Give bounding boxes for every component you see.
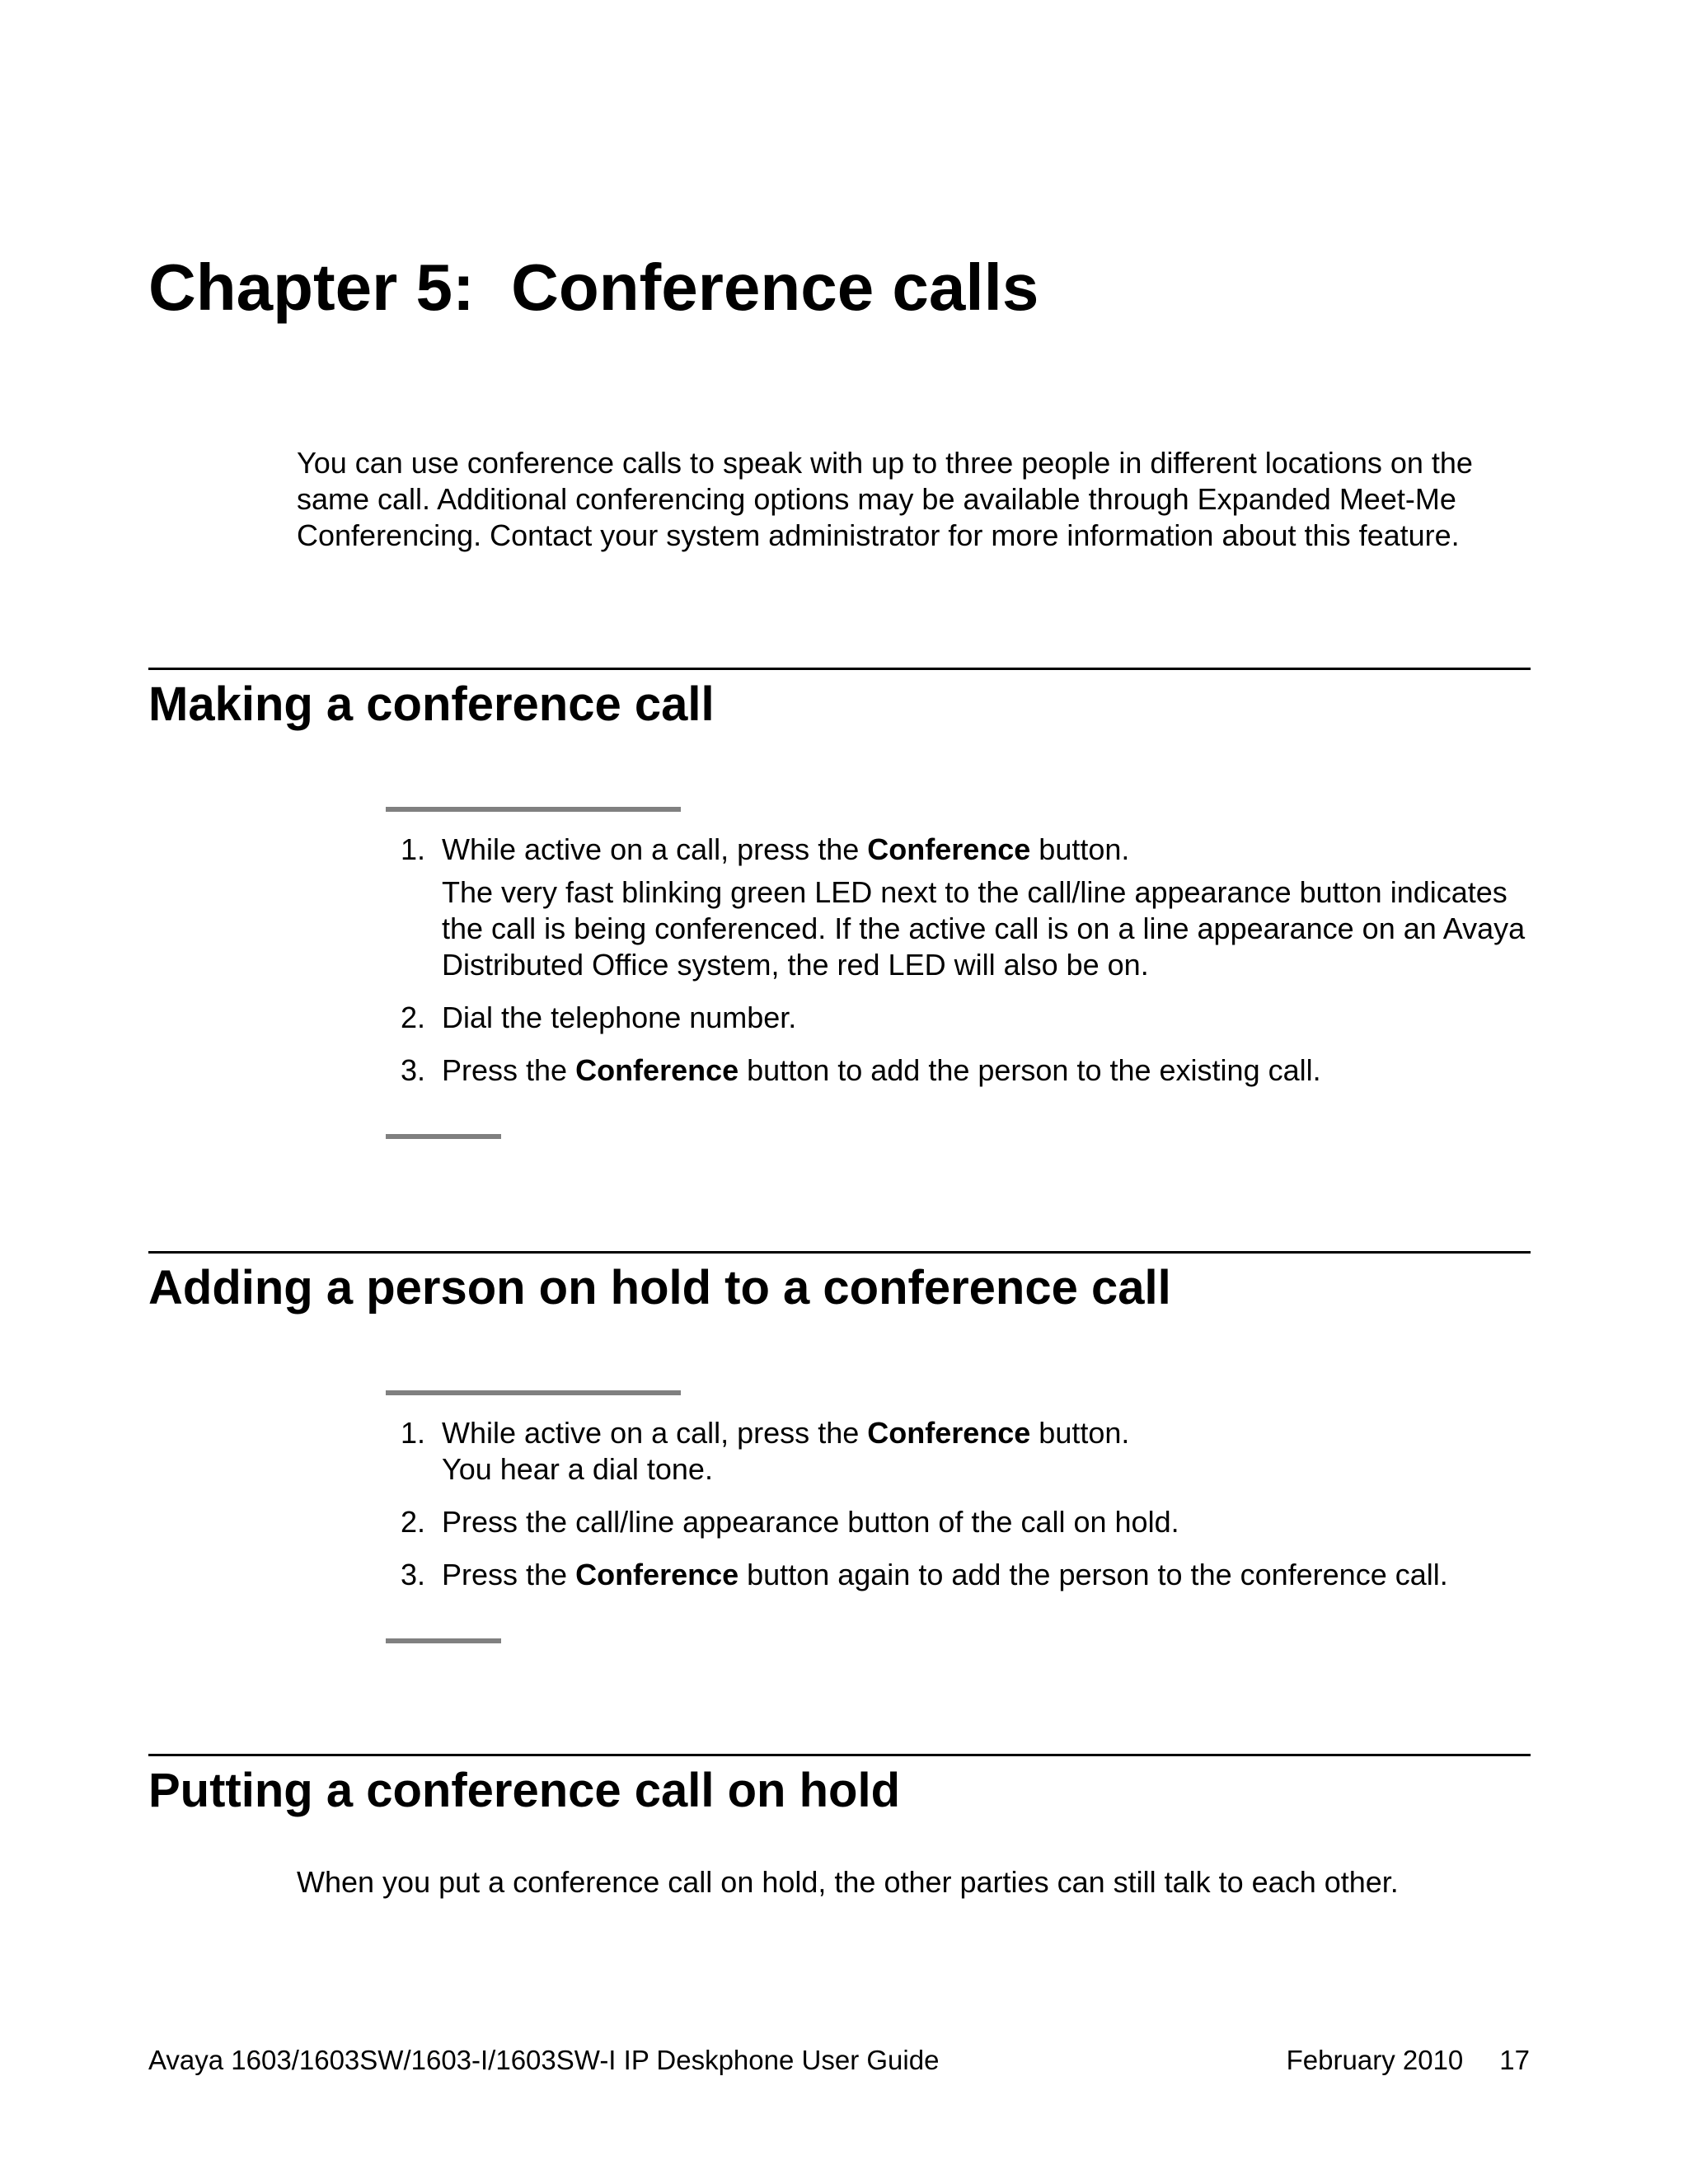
step-text: While active on a call, press the [442,832,868,866]
section-divider [148,1754,1531,1756]
step-text: While active on a call, press the [442,1416,868,1450]
step-number: 1. [401,832,426,866]
section-title-adding-person-on-hold: Adding a person on hold to a conference call [148,1261,1171,1315]
page-number: 17 [1499,2045,1530,2075]
procedure-steps [401,1415,1554,1610]
step-text: Press the call/line appearance button of the call on hold. [442,1505,1179,1539]
step-number: 2. [401,1505,426,1539]
procedure-end-rule [386,1638,501,1643]
step-text: button. [1030,832,1130,866]
step-item [401,1052,1554,1089]
procedure-start-rule [386,807,681,812]
step-number: 1. [401,1416,426,1450]
section-body-text: When you put a conference call on hold, the other parties can still talk to each other. [297,1865,1399,1899]
section-divider [148,1251,1531,1254]
chapter-intro: You can use conference calls to speak with up to three people in different locations on the same call. Additional conferencing options may be available through Expanded Meet-Me Conferencing. Contact your system administrator for more information about this feature. [297,446,1473,552]
section-title-putting-conference-on-hold: Putting a conference call on hold [148,1764,900,1817]
step-item [401,1504,1554,1540]
step-number: 3. [401,1053,426,1087]
conference-button-label: Conference [575,1558,739,1591]
step-info: You hear a dial tone. [442,1452,713,1486]
conference-button-label: Conference [867,832,1031,866]
step-item [401,832,1554,983]
footer-date-page [1287,2044,1530,2077]
step-item [401,1000,1554,1036]
step-text: button. [1030,1416,1130,1450]
step-text: Press the [442,1053,576,1087]
procedure-steps [401,832,1554,1105]
procedure-start-rule [386,1390,681,1395]
procedure-end-rule [386,1134,501,1139]
chapter-title: Chapter 5: Conference calls [148,251,1039,324]
step-text: button to add the person to the existing call. [738,1053,1321,1087]
conference-button-label: Conference [575,1053,739,1087]
section-title-making-conference-call: Making a conference call [148,677,715,731]
footer-date: February 2010 [1286,2045,1464,2075]
step-text: Dial the telephone number. [442,1001,797,1034]
conference-button-label: Conference [867,1416,1031,1450]
step-info: The very fast blinking green LED next to the call/line appearance button indicates the call is being conferenced. If the active call is on a line appearance on an Avaya Distributed Office system, the red LED will also be on. [442,875,1526,982]
step-number: 3. [401,1558,426,1591]
step-item [401,1415,1554,1488]
step-item [401,1557,1554,1593]
step-number: 2. [401,1001,426,1034]
step-text: button again to add the person to the conference call. [738,1558,1448,1591]
step-text: Press the [442,1558,576,1591]
footer-guide-title: Avaya 1603/1603SW/1603-I/1603SW-I IP Deskphone User Guide [148,2045,940,2075]
section-divider [148,668,1531,670]
